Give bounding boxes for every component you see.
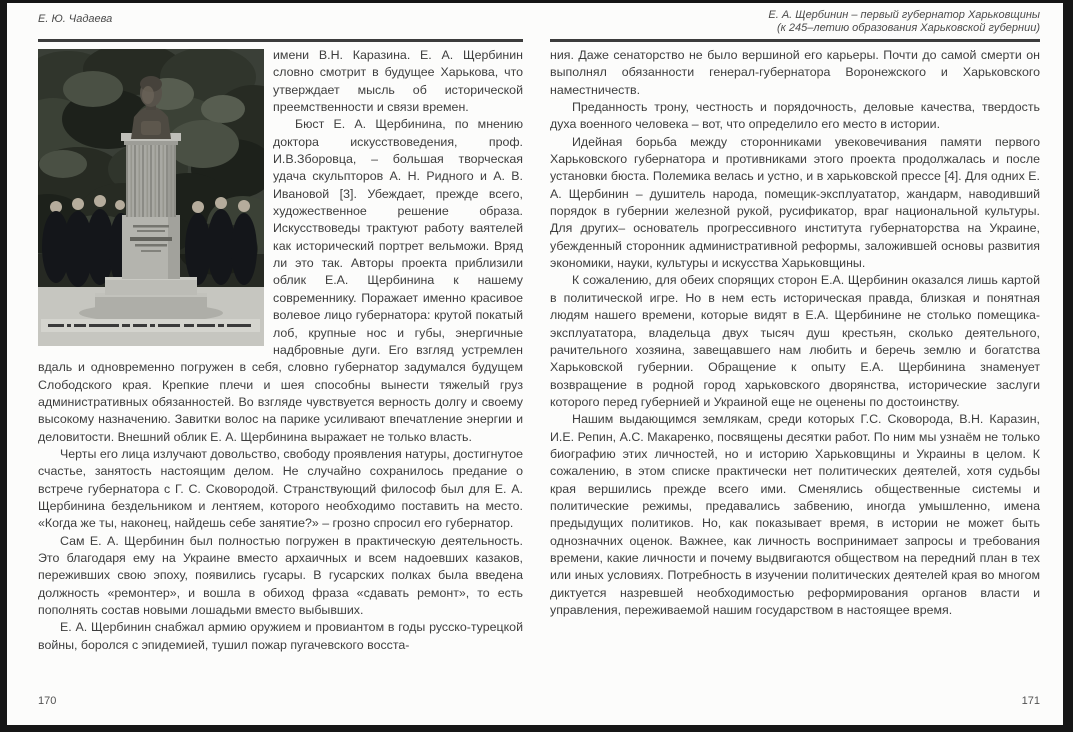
book-spread <box>7 3 1063 725</box>
right-paragraph-3: Идейная борьба между сторонниками увековечивания памяти первого Харьковского губернатора и противниками этого проекта продолжалась и после установки бюста. Полемика велась и устно, и в харьковской прессе [4]. Для одних Е. А. Щербинин – душитель народа, помещик-эксплуататор, жандарм, наводивший порядок в губернии железной рукой, русификатор, враг национальной культуры. Для других– основатель прогрессивного института губернаторства на Украине, убежденный сторонник административной реформы, заложившей основы развития экономики, науки, культуры и искусства Харьковщины. <box>550 134 1040 271</box>
header-rule-right <box>550 39 1040 42</box>
header-article-title-line1: Е. А. Щербинин – первый губернатор Харьковщины <box>768 9 1040 21</box>
header-rule-left <box>38 39 523 42</box>
left-paragraph-4: Сам Е. А. Щербинин был полностью погружен в практическую деятельность. Это благодаря ему на Украине вместо архаичных и всем надоевших казаков, переживших свою эпоху, появились гусары. В гусарских полках была введена должность «ремонтер», и вошла в обиход фраза «сдавать ремонт», то есть пополнять состав новыми лошадьми вместо выбывших. <box>38 533 523 617</box>
page-number-right: 171 <box>1021 695 1040 707</box>
left-page-body <box>38 47 523 654</box>
right-paragraph-4: К сожалению, для обеих спорящих сторон Е.А. Щербинин оказался лишь картой в политической игре. Но в нем есть историческая правда, близкая и понятная людям нашего времени, которые видят в Е.А. Щербинине не столько помещика-эксплуататора, владельца двух тысяч душ крестьян, сколько деятельного, рачительного хозяина, завещавшего нам любить и беречь землю и богатства Харьковской губернии. Обращение к опыту Е.А. Щербинина знаменует возвращение в родной город харьковского дворянства, исторические заслуги которого перед губернией и Украиной еще не оценены по достоинству. <box>550 273 1040 409</box>
right-paragraph-1: ния. Даже сенаторство не было вершиной его карьеры. Почти до самой смерти он выполнял обязанности генерал-губернатора Воронежского и Харьковского наместничеств. <box>550 48 1040 97</box>
header-author: Е. Ю. Чадаева <box>38 13 113 25</box>
left-paragraph-2: Бюст Е. А. Щербинина, по мнению доктора искусствоведения, проф. И.В.Зборовца, – большая творческая удача скульпторов А. Н. Ридного и А. В. Ивановой [3]. Убеждает, прежде всего, художественное решение образа. Искусствоведы трактуют работу ваятелей как исторический портрет вельможи. Вряд ли это так. Авторы проекта приблизили облик Е.А. Щербинина к нашему современнику. Поражает именно красивое волевое лицо губернатора: крутой покатый лоб, крупные нос и губы, энергичные надбровные дуги. Его взгляд устремлен вдаль и одновременно погружен в себя, словно губернатор задумался будущем Слободского края. Крепкие плечи и шея способны вынести тяжелый груз административных обязанностей. Во взгляде чувствуется верность долгу и своему высокому назначению. Завитки волос на парике усиливают впечатление энергии и деловитости. Внешний облик Е. А. Щербинина выражает не только власть. <box>38 117 523 444</box>
monument-photo-art <box>38 49 264 346</box>
photo-caption-strip <box>41 319 260 332</box>
left-paragraph-3: Черты его лица излучают довольство, свободу проявления натуры, достигнутое счастье, занятость настоящим делом. Не случайно сохранилось предание о встрече губернатора с Г. С. Сковородой. Странствующий философ был для Е. А. Щербинина бездельником и лентяем, которого необходимо поставить на место. «Когда же ты, наконец, найдешь себе занятие?» – грозно спросил его губернатор. <box>38 446 523 531</box>
left-paragraph-1: имени В.Н. Каразина. Е. А. Щербинин словно смотрит в будущее Харькова, что утверждает мысль об исторической преемственности и связи времен. <box>273 48 523 115</box>
page-number-left: 170 <box>38 695 57 707</box>
header-article-title-line2: (к 245–летию образования Харьковской губернии) <box>776 22 1040 34</box>
monument-photo <box>38 49 264 346</box>
right-paragraph-2: Преданность трону, честность и порядочность, деловые качества, твердость духа военного человека – вот, что определило его место в истории. <box>550 100 1040 132</box>
right-page-body <box>550 47 1040 619</box>
header-article-title <box>550 9 1040 35</box>
right-paragraph-5: Нашим выдающимся землякам, среди которых Г.С. Сковорода, В.Н. Каразин, И.Е. Репин, А.С. Макаренко, посвящены десятки работ. По ним мы узнаём не только биографию этих личностей, но и историю Харьковщины и Украины в целом. К сожалению, в этом списке практически нет политических деятелей, хотя судьбы края вершились прежде всего ими. Сменялись общественные системы и политические режимы, предавались забвению, иногда умышленно, имена предыдущих политиков. Но, как показывает время, в истории не может быть однозначних оценок. Важнее, как личность воспринимает запросы и требования времени, какие личности и почему выдвигаются обществом на передний план в тех или иных условиях. Потребность в изучении политических деятелей края во многом диктуется назревшей необходимостью реформирования органов власти и управления, переживаемой нашим государством в настоящее время. <box>550 412 1040 617</box>
left-paragraph-5: Е. А. Щербинин снабжал армию оружием и провиантом в годы русско-турецкой войны, боролся с эпидемией, тушил пожар пугачевского восста- <box>38 620 523 652</box>
